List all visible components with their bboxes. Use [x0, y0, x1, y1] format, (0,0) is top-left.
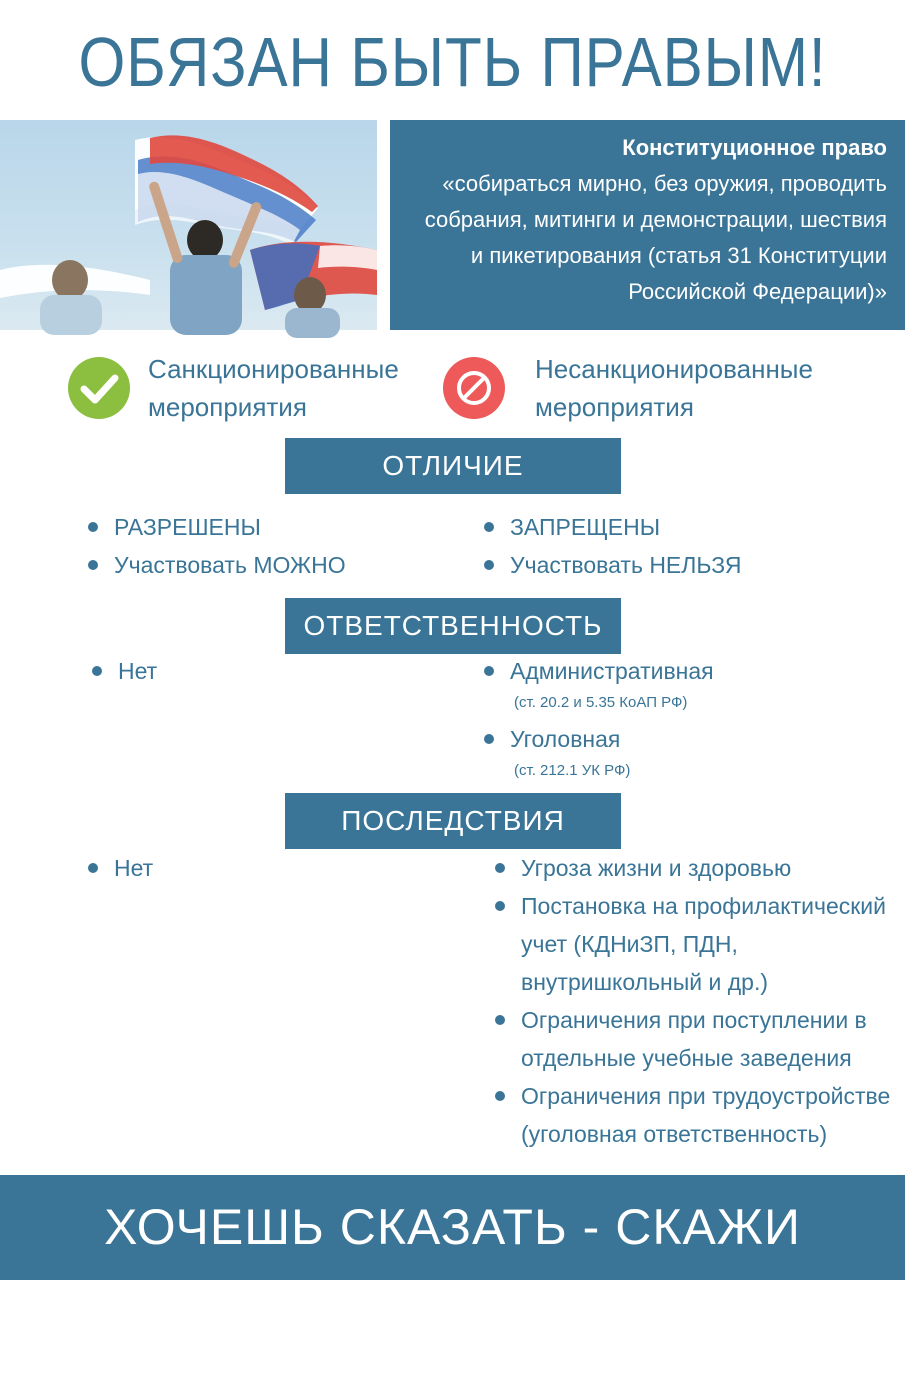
flags-illustration: [0, 120, 377, 330]
list-item: [484, 652, 714, 716]
quote-title: Конституционное право: [622, 135, 887, 160]
list-item: Нет: [88, 849, 153, 887]
list-item: Угроза жизни и здоровью: [495, 849, 890, 887]
section-responsibility-title: ОТВЕТСТВЕННОСТЬ: [285, 598, 621, 654]
consequences-sanctioned-list: [88, 849, 153, 887]
list-item: Ограничения при трудоустройстве (уголовная ответственность): [495, 1077, 890, 1153]
check-icon: [68, 357, 130, 419]
list-item: РАЗРЕШЕНЫ: [88, 508, 346, 546]
responsibility-unsanctioned-list: [484, 652, 714, 784]
responsibility-sanctioned-list: [92, 652, 157, 690]
footer-slogan: [0, 1175, 905, 1360]
law-reference: (ст. 212.1 УК РФ): [514, 762, 631, 779]
legend-sanctioned: [68, 350, 399, 426]
quote-line: «собираться мирно, без оружия, проводить: [442, 171, 887, 196]
flags-photo: [0, 120, 377, 330]
section-difference-title: ОТЛИЧИЕ: [285, 438, 621, 494]
quote-line: и пикетирования (статья 31 Конституции: [470, 243, 887, 268]
list-item: [484, 720, 714, 784]
section-consequences-title: ПОСЛЕДСТВИЯ: [285, 793, 621, 849]
difference-sanctioned-list: [88, 508, 346, 584]
difference-unsanctioned-list: [484, 508, 741, 584]
constitution-quote: [390, 120, 905, 330]
list-item: Постановка на профилактический учет (КДНиЗП, ПДН, внутришкольный и др.): [495, 887, 890, 1001]
quote-line: Российской Федерации)»: [628, 279, 887, 304]
quote-line: собрания, митинги и демонстрации, шествия: [424, 207, 887, 232]
page-title: ОБЯЗАН БЫТЬ ПРАВЫМ!: [78, 23, 827, 101]
responsibility-type: Административная: [510, 658, 714, 684]
prohibited-icon: [443, 357, 505, 419]
list-item: Ограничения при поступлении в отдельные учебные заведения: [495, 1001, 890, 1077]
list-item: Нет: [92, 652, 157, 690]
legend-unsanctioned: [443, 350, 813, 426]
list-item: Участвовать НЕЛЬЗЯ: [484, 546, 741, 584]
slogan-text: ХОЧЕШЬ СКАЗАТЬ - СКАЖИ ПРАВИЛЬНО!: [104, 1199, 801, 1360]
responsibility-type: Уголовная: [510, 726, 621, 752]
consequences-unsanctioned-list: [495, 849, 890, 1153]
list-item: ЗАПРЕЩЕНЫ: [484, 508, 741, 546]
law-reference: (ст. 20.2 и 5.35 КоАП РФ): [514, 694, 688, 711]
legend-unsanctioned-label: Несанкционированные мероприятия: [535, 354, 813, 422]
legend-sanctioned-label: Санкционированные мероприятия: [148, 354, 399, 422]
list-item: Участвовать МОЖНО: [88, 546, 346, 584]
